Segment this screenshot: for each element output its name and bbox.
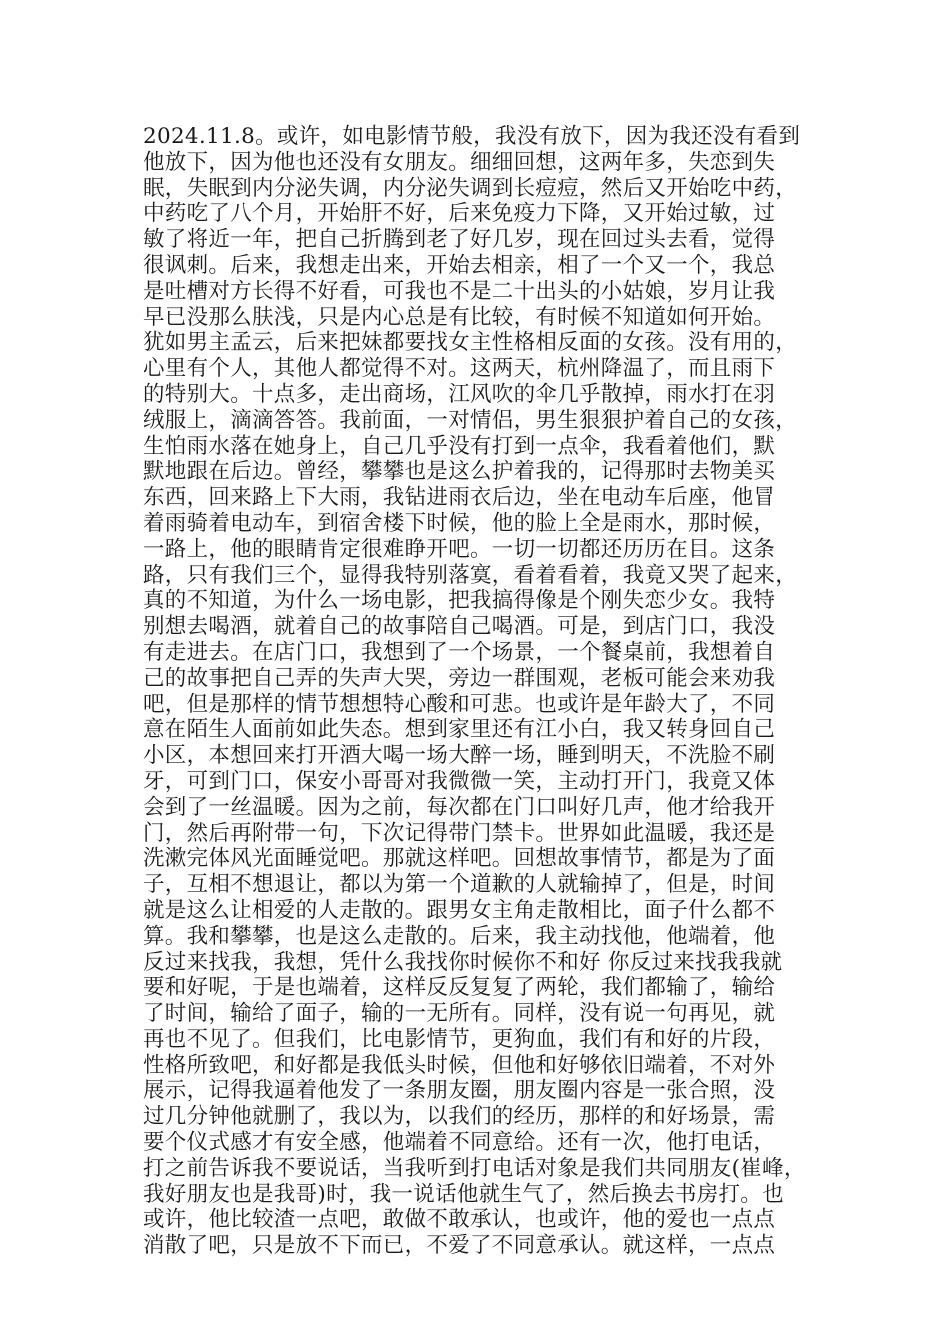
text-line: 洗漱完体风光面睡觉吧。那就这样吧。回想故事情节，都是为了面 [143, 846, 776, 872]
text-line: 过几分钟他就删了，我以为，以我们的经历，那样的和好场景，需 [143, 1104, 776, 1130]
text-line: 绒服上，滴滴答答。我前面，一对情侣，男生狠狠护着自己的女孩， [143, 407, 798, 433]
text-line: 2024.11.8。或许，如电影情节般，我没有放下，因为我还没有看到 [143, 124, 801, 149]
text-line: 他放下，因为他也还没有女朋友。细细回想，这两年多，失恋到失 [143, 149, 776, 175]
text-line: 犹如男主孟云，后来把妹都要找女主性格相反面的女孩。没有用的， [143, 330, 798, 356]
text-line: 小区，本想回来打开酒大喝一场大醉一场，睡到明天，不洗脸不刷 [143, 743, 776, 769]
text-line: 一路上，他的眼睛肯定很难睁开吧。一切一切都还历历在目。这条 [143, 536, 776, 562]
text-line: 打之前告诉我不要说话，当我听到打电话对象是我们共同朋友(崔峰， [143, 1155, 806, 1181]
text-line: 性格所致吧，和好都是我低头时候，但他和好够依旧端着，不对外 [143, 1052, 776, 1078]
text-line: 眠，失眠到内分泌失调，内分泌失调到长痘痘，然后又开始吃中药， [143, 175, 798, 201]
text-line: 消散了吧，只是放不下而已，不爱了不同意承认。就这样，一点点 [143, 1233, 776, 1259]
text-line: 我好朋友也是我哥)时，我一说话他就生气了，然后换去书房打。也 [143, 1181, 784, 1207]
text-line: 敏了将近一年，把自己折腾到老了好几岁，现在回过头去看，觉得 [143, 227, 776, 253]
text-line: 默地跟在后边。曾经，攀攀也是这么护着我的，记得那时去物美买 [143, 459, 776, 485]
text-line: 展示，记得我逼着他发了一条朋友圈，朋友圈内容是一张合照，没 [143, 1078, 776, 1104]
text-line: 心里有个人，其他人都觉得不对。这两天，杭州降温了，而且雨下 [143, 356, 776, 382]
text-line: 路，只有我们三个，显得我特别落寞，看着看着，我竟又哭了起来， [143, 562, 798, 588]
text-line: 算。我和攀攀，也是这么走散的。后来，我主动找他，他端着，他 [143, 923, 776, 949]
text-line: 吧，但是那样的情节想想特心酸和可悲。也或许是年龄大了，不同 [143, 691, 776, 717]
text-line: 己的故事把自己弄的失声大哭，旁边一群围观，老板可能会来劝我 [143, 665, 776, 691]
text-line: 会到了一丝温暖。因为之前，每次都在门口叫好几声，他才给我开 [143, 794, 776, 820]
text-line: 牙，可到门口，保安小哥哥对我微微一笑，主动打开门，我竟又体 [143, 768, 776, 794]
text-line: 再也不见了。但我们，比电影情节，更狗血，我们有和好的片段， [143, 1026, 776, 1052]
text-line: 真的不知道，为什么一场电影，把我搞得像是个刚失恋少女。我特 [143, 588, 776, 614]
text-line: 东西，回来路上下大雨，我钻进雨衣后边，坐在电动车后座，他冒 [143, 485, 776, 511]
text-line: 或许，他比较渣一点吧，敢做不敢承认，也或许，他的爱也一点点 [143, 1207, 776, 1233]
text-line: 反过来找我，我想，凭什么我找你时候你不和好 你反过来找我我就 [143, 949, 783, 975]
text-line: 门，然后再附带一句，下次记得带门禁卡。世界如此温暖，我还是 [143, 820, 776, 846]
text-line: 要和好呢，于是也端着，这样反反复复了两轮，我们都输了，输给 [143, 975, 776, 1001]
text-line: 有走进去。在店门口，我想到了一个场景，一个餐桌前，我想着自 [143, 639, 776, 665]
text-line: 子，互相不想退让，都以为第一个道歉的人就输掉了，但是，时间 [143, 872, 776, 898]
text-line: 是吐槽对方长得不好看，可我也不是二十出头的小姑娘，岁月让我 [143, 278, 776, 304]
text-line: 着雨骑着电动车，到宿舍楼下时候，他的脸上全是雨水，那时候， [143, 510, 776, 536]
text-line: 就是这么让相爱的人走散的。跟男女主角走散相比，面子什么都不 [143, 897, 776, 923]
text-line: 的特别大。十点多，走出商场，江风吹的伞几乎散掉，雨水打在羽 [143, 381, 776, 407]
body-text [143, 124, 813, 1259]
text-line: 中药吃了八个月，开始肝不好，后来免疫力下降，又开始过敏，过 [143, 201, 776, 227]
text-line: 要个仪式感才有安全感，他端着不同意给。还有一次，他打电话， [143, 1130, 776, 1156]
text-line: 早已没那么肤浅，只是内心总是有比较，有时候不知道如何开始。 [143, 304, 776, 330]
text-line: 了时间，输给了面子，输的一无所有。同样，没有说一句再见，就 [143, 1001, 776, 1027]
text-line: 别想去喝酒，就着自己的故事陪自己喝酒。可是，到店门口，我没 [143, 614, 776, 640]
text-line: 生怕雨水落在她身上，自己几乎没有打到一点伞，我看着他们，默 [143, 433, 776, 459]
text-line: 很讽刺。后来，我想走出来，开始去相亲，相了一个又一个，我总 [143, 252, 776, 278]
text-line: 意在陌生人面前如此失态。想到家里还有江小白，我又转身回自己 [143, 717, 776, 743]
